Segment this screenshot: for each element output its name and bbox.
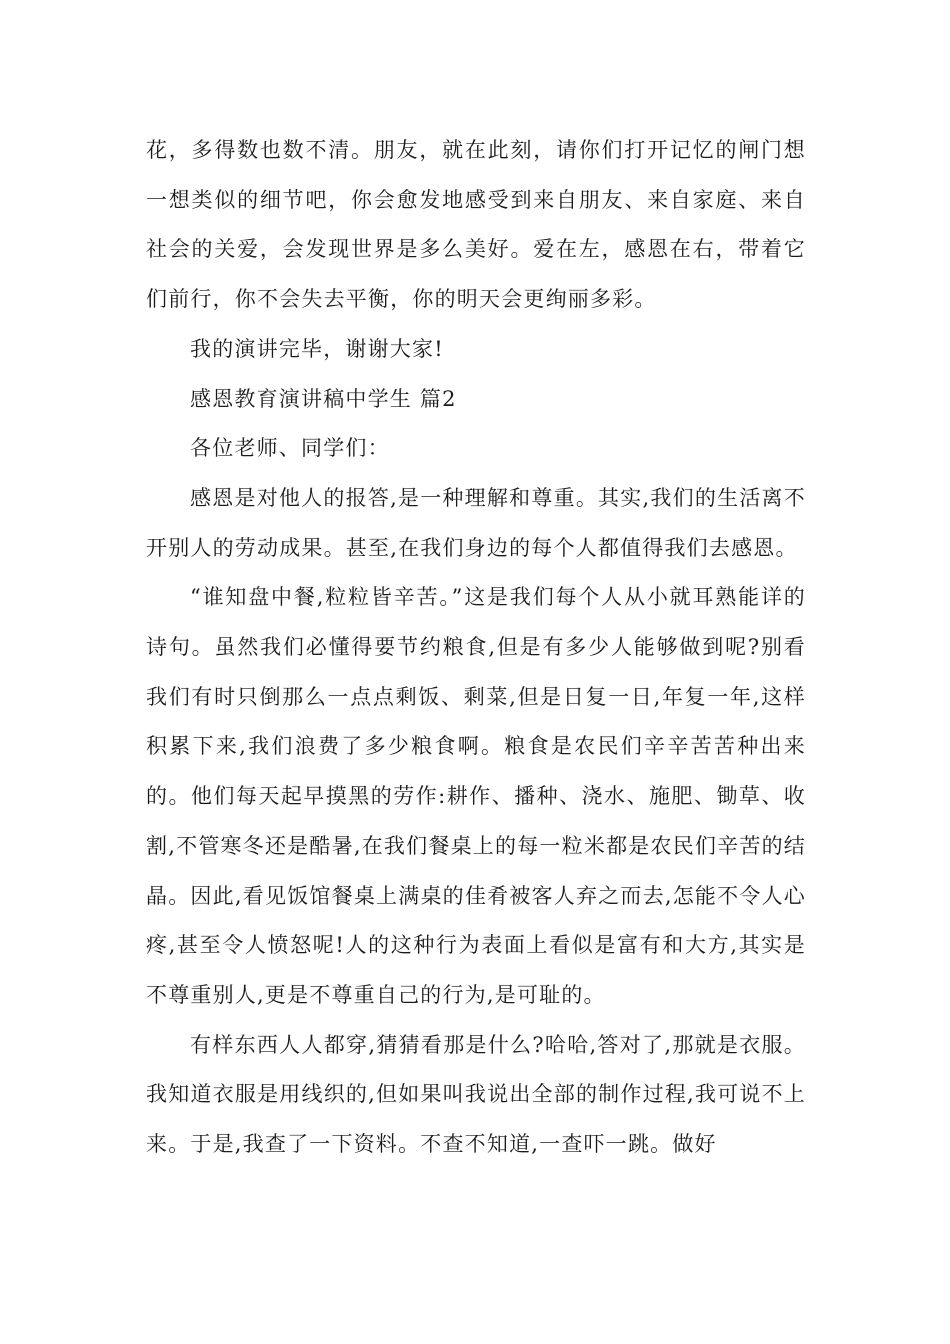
paragraph-body: 有样东西人人都穿,猜猜看那是什么?哈哈,答对了,那就是衣服。我知道衣服是用线织的,但如果叫我说出全部的制作过程,我可说不上来。于是,我查了一下资料。不查不知道,一查吓一跳。做好	[146, 1032, 806, 1157]
paragraph-salutation: 各位老师、同学们：	[190, 436, 390, 461]
section-heading: 感恩教育演讲稿中学生 篇2	[190, 386, 457, 411]
paragraph-closing: 我的演讲完毕，谢谢大家!	[190, 336, 444, 361]
paragraph-body: “谁知盘中餐,粒粒皆辛苦。”这是我们每个人从小就耳熟能详的诗句。虽然我们必懂得要节约粮食,但是有多少人能够做到呢?别看我们有时只倒那么一点点剩饭、剩菜,但是日复一日,年复一年,这样积累下来,我们浪费了多少粮食啊。粮食是农民们辛辛苦苦种出来的。他们每天起早摸黑的劳作:耕作、播种、浇水、施肥、锄草、收割,不管寒冬还是酷暑,在我们餐桌上的每一粒米都是农民们辛苦的结晶。因此,看见饭馆餐桌上满桌的佳肴被客人弃之而去,怎能不令人心疼,甚至令人愤怒呢!人的这种行为表面上看似是富有和大方,其实是不尊重别人,更是不尊重自己的行为,是可耻的。	[146, 585, 806, 1007]
paragraph-body: 感恩是对他人的报答,是一种理解和尊重。其实,我们的生活离不开别人的劳动成果。甚至,在我们身边的每个人都值得我们去感恩。	[146, 485, 806, 560]
document-body	[146, 126, 806, 1170]
paragraph-continuation: 花，多得数也数不清。朋友，就在此刻，请你们打开记忆的闸门想一想类似的细节吧，你会愈发地感受到来自朋友、来自家庭、来自社会的关爱，会发现世界是多么美好。爱在左，感恩在右，带着它们前行，你不会失去平衡，你的明天会更绚丽多彩。	[146, 138, 806, 312]
